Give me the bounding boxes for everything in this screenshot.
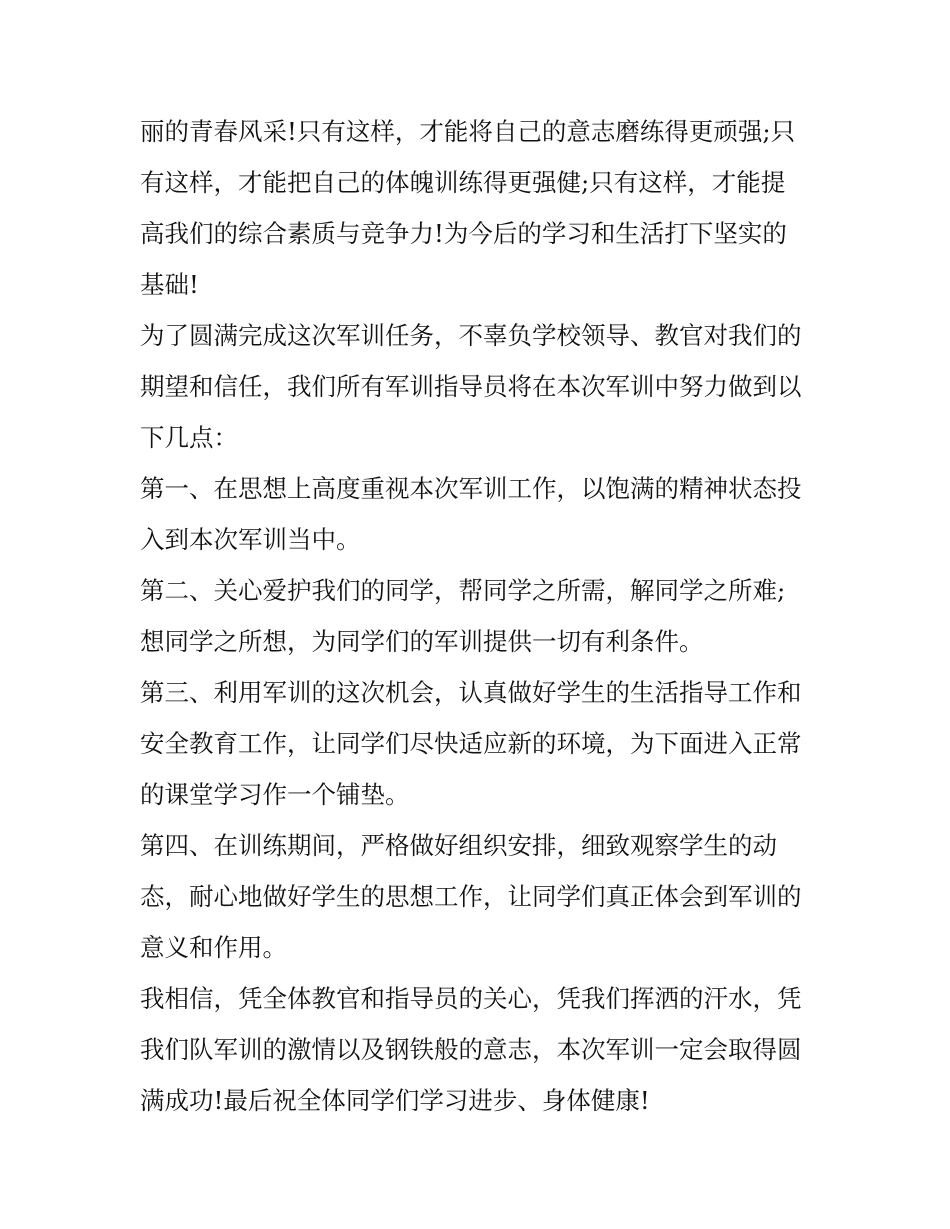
text-line: 第三、利用军训的这次机会，认真做好学生的生活指导工作和: [140, 678, 802, 707]
text-line: 安全教育工作，让同学们尽快适应新的环境，为下面进入正常: [140, 729, 802, 758]
text-line: 有这样，才能把自己的体魄训练得更强健;只有这样，才能提: [140, 168, 786, 197]
text-line: 意义和作用。: [140, 933, 287, 962]
text-line: 第二、关心爱护我们的同学，帮同学之所需，解同学之所难;: [140, 576, 786, 605]
text-line: 第一、在思想上高度重视本次军训工作，以饱满的精神状态投: [140, 474, 802, 503]
text-line: 丽的青春风采!只有这样，才能将自己的意志磨练得更顽强;只: [140, 117, 796, 146]
text-line: 入到本次军训当中。: [140, 525, 361, 554]
text-line: 第四、在训练期间，严格做好组织安排，细致观察学生的动: [140, 831, 777, 860]
text-line: 期望和信任，我们所有军训指导员将在本次军训中努力做到以: [140, 372, 802, 401]
text-line: 我相信，凭全体教官和指导员的关心，凭我们挥洒的汗水，凭: [140, 984, 802, 1013]
text-line: 下几点：: [140, 423, 238, 452]
text-line: 想同学之所想，为同学们的军训提供一切有利条件。: [140, 627, 704, 656]
text-line: 态，耐心地做好学生的思想工作，让同学们真正体会到军训的: [140, 882, 802, 911]
text-line: 基础!: [140, 270, 199, 299]
text-line: 高我们的综合素质与竞争力!为今后的学习和生活打下坚实的: [140, 219, 787, 248]
document-body: [140, 106, 820, 1126]
text-line: 的课堂学习作一个铺垫。: [140, 780, 410, 809]
text-line: 为了圆满完成这次军训任务，不辜负学校领导、教官对我们的: [140, 321, 802, 350]
text-line: 我们队军训的激情以及钢铁般的意志，本次军训一定会取得圆: [140, 1035, 802, 1064]
text-line: 满成功!最后祝全体同学们学习进步、身体健康!: [140, 1086, 650, 1115]
